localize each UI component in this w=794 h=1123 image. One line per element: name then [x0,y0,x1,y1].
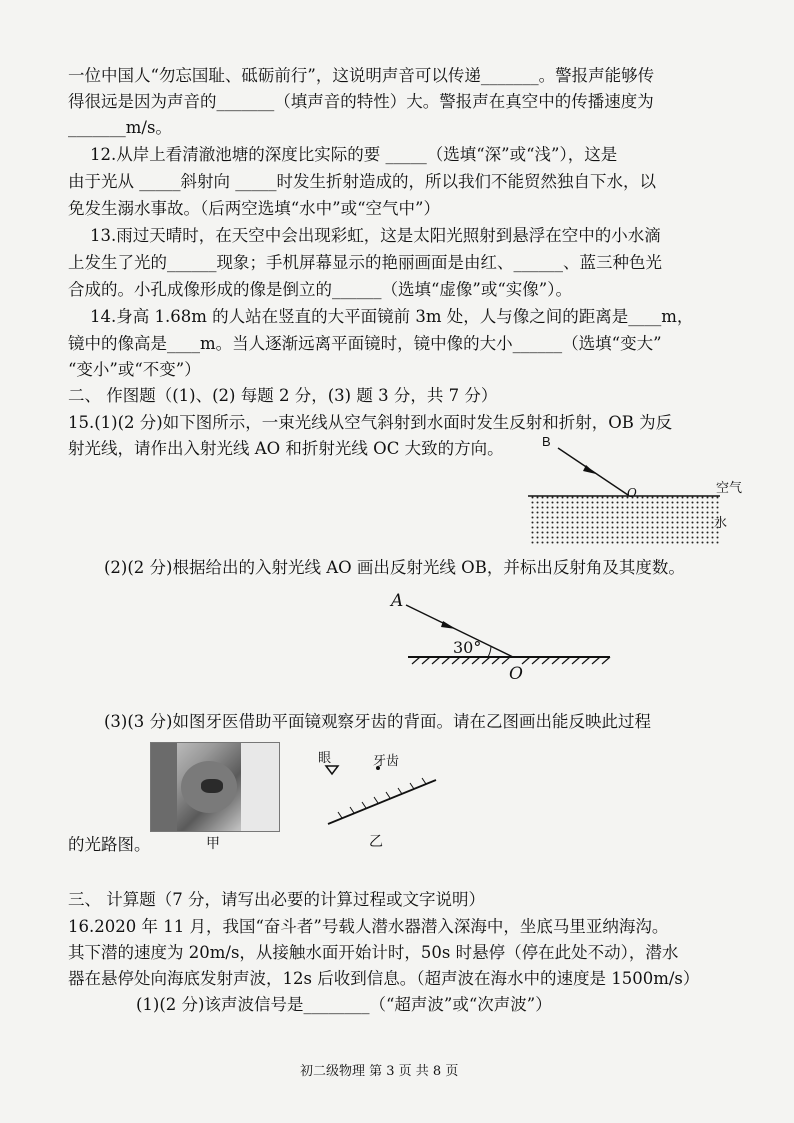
label-angle-30: 30° [453,638,482,657]
label-tooth: 牙齿 [373,754,400,769]
q15-1-line-1: 15.(1)(2 分)如下图所示，一束光线从空气斜射到水面时发生反射和折射，OB 为反 [68,413,673,432]
mirror-hatching [412,657,610,664]
q14-line-1: 14.身高 1.68m 的人站在竖直的大平面镜前 3m 处，人与像之间的距离是____m， [90,307,694,326]
q15-1-line-2: 射光线，请作出入射光线 AO 和折射光线 OC 大致的方向。 [68,439,504,458]
label-water: 水 [714,516,728,531]
q15-3-line-2: 的光路图。 [68,835,151,854]
label-eye: 眼 [318,751,332,766]
label-air: 空气 [716,481,743,496]
mirror-hatching-2 [338,778,426,818]
q11-line-1: 一位中国人“勿忘国耻、砥砺前行”，这说明声音可以传递_______。警报声能够传 [68,66,655,85]
label-o-fig2: O [509,664,523,684]
q14-line-3: “变小”或“不变”） [68,360,201,379]
q11-line-3: _______m/s。 [68,118,172,137]
eye-icon [326,766,338,774]
q15-3-line-1: (3)(3 分)如图牙医借助平面镜观察牙齿的背面。请在乙图画出能反映此过程 [104,712,651,731]
q12-line-2: 由于光从 _____斜射向 _____时发生折射造成的，所以我们不能贸然独自下水，以 [68,172,656,191]
q14-line-2: 镜中的像高是____m。当人逐渐远离平面镜时，镜中像的大小______（选填“变大” [68,334,662,353]
dentist-photo [150,742,280,832]
q12-line-3: 免发生溺水事故。（后两空选填“水中”或“空气中”） [68,199,440,218]
label-b: B [542,434,551,449]
incident-arrow [441,621,456,629]
label-jia: 甲 [206,836,220,852]
q13-line-3: 合成的。小孔成像形成的像是倒立的______（选填“虚像”或“实像”）。 [68,280,572,299]
figure-mirror-incident [390,585,620,685]
section-2-heading: 二、 作图题（(1)、(2) 每题 2 分，(3) 题 3 分，共 7 分） [68,386,498,405]
q16-line-3: 器在悬停处向海底发射声波，12s 后收到信息。（超声波在海水中的速度是 1500m/s） [68,969,700,988]
q16-line-1: 16.2020 年 11 月，我国“奋斗者”号载人潜水器潜入深海中，坐底马里亚纳海沟。 [68,917,669,936]
page-footer: 初二级物理 第 3 页 共 8 页 [300,1064,459,1079]
q13-line-2: 上发生了光的______现象；手机屏幕显示的艳丽画面是由红、______、蓝三种色光 [68,253,662,272]
label-a: A [391,591,404,611]
angle-arc [488,646,491,657]
q13-line-1: 13.雨过天晴时，在天空中会出现彩虹，这是太阳光照射到悬浮在空中的小水滴 [90,226,661,245]
q15-2-text: (2)(2 分)根据给出的入射光线 AO 画出反射光线 OB，并标出反射角及其度数。 [104,558,685,577]
water-region [530,496,720,546]
plane-mirror [328,780,436,824]
q16-1-text: (1)(2 分)该声波信号是________（“超声波”或“次声波”） [136,995,552,1014]
q11-line-2: 得很远是因为声音的_______（填声音的特性）大。警报声在真空中的传播速度为 [68,92,654,111]
q12-line-1: 12.从岸上看清澈池塘的深度比实际的要 _____（选填“深”或“浅”），这是 [90,145,618,164]
label-o-fig1: O [627,486,637,500]
section-3-heading: 三、 计算题（7 分，请写出必要的计算过程或文字说明） [68,890,485,909]
label-yi: 乙 [369,834,383,850]
q16-line-2: 其下潜的速度为 20m/s，从接触水面开始计时，50s 时悬停（停在此处不动），潜水 [68,943,679,962]
